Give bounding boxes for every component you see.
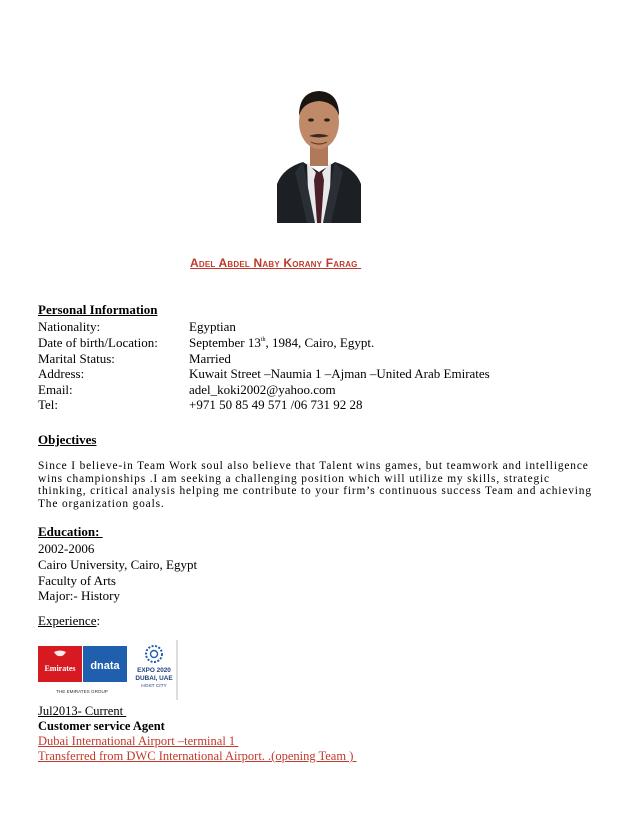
job-location: Dubai International Airport –terminal 1 [38, 734, 239, 748]
tel-value: +971 50 85 49 571 /06 731 92 28 [189, 397, 363, 412]
education-line: 2002-2006 [38, 541, 95, 556]
profile-photo [277, 76, 361, 223]
info-label: Address: [38, 366, 85, 381]
expo-line3: HOST CITY [141, 684, 167, 689]
info-label: Nationality: [38, 319, 101, 334]
info-label: Email: [38, 382, 73, 397]
job-transfer: Transferred from DWC International Airport. .(opening Team ) [38, 749, 357, 763]
emirates-group-label: THE EMIRATES GROUP [56, 689, 108, 694]
expo-line2: DUBAI, UAE [135, 675, 173, 682]
job-title: Customer service Agent [38, 719, 165, 733]
job-period: Jul2013- Current [38, 704, 127, 718]
info-label: Tel: [38, 397, 59, 412]
education-line: Major:- History [38, 588, 120, 603]
objectives-heading: Objectives [38, 432, 97, 447]
expo-logo [135, 646, 173, 689]
personal-info-heading: Personal Information [38, 302, 158, 317]
info-label: Marital Status: [38, 351, 115, 366]
objectives-text: Since I believe-in Team Work soul also believe that Talent wins games, but teamwork and intelligence wins championships .I am seeking a challenging position which will utilize my skills, strategic thinking, critical analysis helping me contribute to your firm’s continuous success Team and achieving The organization goals. [38, 460, 592, 510]
education-line: Faculty of Arts [38, 573, 116, 588]
education-heading: Education: [38, 524, 103, 539]
candidate-name: Adel Abdel Naby Korany Farag [190, 256, 362, 270]
info-value: Kuwait Street –Naumia 1 –Ajman –United Arab Emirates [189, 366, 490, 381]
info-value: Married [189, 351, 231, 366]
info-value: Egyptian [189, 319, 236, 334]
education-line: Cairo University, Cairo, Egypt [38, 557, 198, 572]
info-label: Date of birth/Location: [38, 335, 158, 350]
experience-heading: Experience: [38, 613, 101, 628]
dnata-wordmark: dnata [90, 660, 120, 672]
employer-logos [38, 640, 180, 700]
info-value: September 13th, 1984, Cairo, Egypt. [189, 335, 375, 350]
emirates-wordmark: Emirates [44, 664, 76, 673]
email-value[interactable]: adel_koki2002@yahoo.com [189, 382, 336, 397]
expo-line1: EXPO 2020 [137, 667, 171, 674]
